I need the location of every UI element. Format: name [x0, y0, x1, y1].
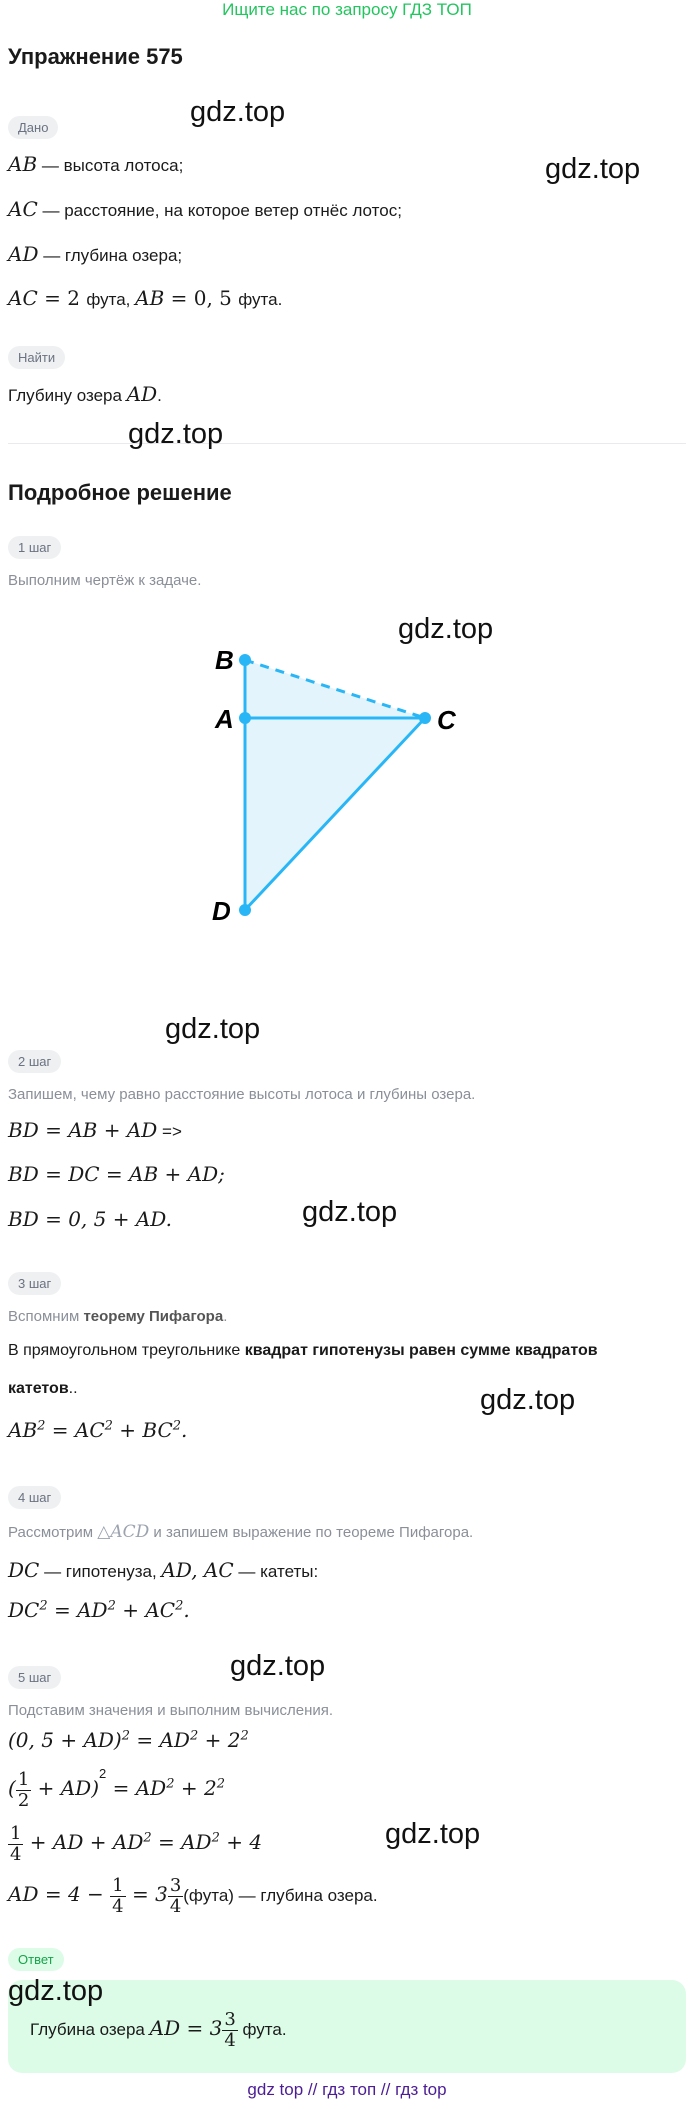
- step-2-eq-2: BD = DC = AB + AD;: [8, 1162, 225, 1186]
- step-4-line-1: DC — гипотенуза, AD, AC — катеты:: [8, 1558, 319, 1582]
- triangle-diagram: [200, 630, 460, 920]
- step-5-eq-3: $\frac{1}{4}$ + AD + $AD^2 = AD^2 + 4$: [10, 1823, 263, 1865]
- step-2-eq-1: BD = AB + AD =>: [8, 1118, 182, 1142]
- given-pill: Дано: [8, 116, 58, 139]
- given-line-4: AC = 2 фута, AB = 0, 5 фута.: [8, 286, 283, 310]
- point-d: [239, 904, 251, 916]
- label-a: A: [215, 704, 234, 734]
- watermark: gdz.top: [230, 1650, 326, 1682]
- find-line: Глубину озера AD.: [8, 382, 162, 406]
- exercise-title: Упражнение 575: [8, 44, 183, 69]
- given-line-3: AD — глубина озера;: [8, 242, 183, 266]
- label-d: D: [212, 896, 231, 920]
- given-line-1: AB — высота лотоса;: [8, 152, 184, 176]
- step-5-eq-2: ( $\frac{1}{2}$ + $AD)^2 = AD^2 + 2^2$: [8, 1766, 225, 1811]
- top-banner[interactable]: Ищите нас по запросу ГДЗ ТОП: [222, 0, 472, 19]
- step-2-text: Запишем, чему равно расстояние высоты лотоса и глубины озера.: [8, 1086, 476, 1103]
- pythagoras-formula: $AB^2 = AC^2 + BC^2$.: [8, 1418, 188, 1442]
- step-1-pill: 1 шаг: [8, 536, 61, 559]
- answer-box: [8, 1980, 686, 2073]
- answer-pill: Ответ: [8, 1948, 64, 1971]
- watermark: gdz.top: [398, 613, 494, 645]
- solution-title: Подробное решение: [8, 480, 232, 505]
- watermark: gdz.top: [8, 1975, 104, 2007]
- answer-text: Глубина озера AD = 3 $\frac{3}{4}$ фута.: [30, 2009, 287, 2051]
- watermark: gdz.top: [190, 96, 286, 128]
- step-3-para-2: катетов..: [8, 1380, 78, 1397]
- step-5-eq-4: AD = 4 − $\frac{1}{4}$ = 3 $\frac{3}{4}$ (фута) — глубина озера.: [8, 1875, 378, 1917]
- step-5-text: Подставим значения и выполним вычисления.: [8, 1702, 334, 1719]
- given-line-2: AC — расстояние, на которое ветер отнёс лотос;: [8, 197, 402, 221]
- step-3-para-1: В прямоугольном треугольнике квадрат гипотенузы равен сумме квадратов: [8, 1342, 598, 1359]
- divider: [8, 443, 686, 444]
- step-2-pill: 2 шаг: [8, 1050, 61, 1073]
- footer-links[interactable]: gdz top // гдз топ // гдз top: [247, 2080, 447, 2099]
- find-pill: Найти: [8, 346, 65, 369]
- step-5-pill: 5 шаг: [8, 1666, 61, 1689]
- point-a: [239, 712, 251, 724]
- step-4-formula: $DC^2 = AD^2 + AC^2$.: [8, 1598, 190, 1622]
- watermark: gdz.top: [128, 418, 224, 450]
- step-4-pill: 4 шаг: [8, 1486, 61, 1509]
- label-c: C: [437, 705, 456, 735]
- watermark: gdz.top: [165, 1013, 261, 1045]
- step-3-text: Вспомним теорему Пифагора.: [8, 1308, 228, 1325]
- watermark: gdz.top: [302, 1196, 398, 1228]
- watermark: gdz.top: [545, 153, 641, 185]
- watermark: gdz.top: [385, 1818, 481, 1850]
- step-4-text: Рассмотрим △ACD и запишем выражение по теореме Пифагора.: [8, 1522, 474, 1542]
- step-1-text: Выполним чертёж к задаче.: [8, 572, 202, 589]
- watermark: gdz.top: [480, 1384, 576, 1416]
- point-b: [239, 654, 251, 666]
- step-2-eq-3: BD = 0, 5 + AD.: [8, 1207, 172, 1231]
- label-b: B: [215, 645, 234, 675]
- point-c: [419, 712, 431, 724]
- step-3-pill: 3 шаг: [8, 1272, 61, 1295]
- step-5-eq-1: (0, $5 + AD)^2 = AD^2 + 2^2$: [8, 1728, 249, 1752]
